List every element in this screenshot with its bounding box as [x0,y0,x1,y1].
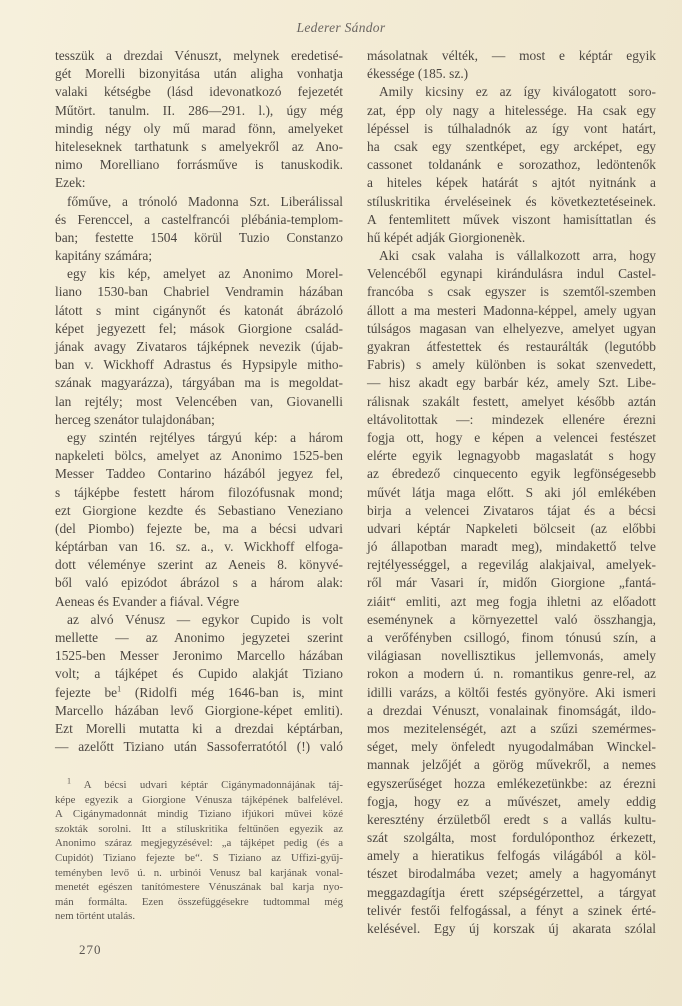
text-line: mellette — az Anonimo jegyzetei szerint [55,630,343,645]
text-line: egyszerűséget hozza emlékezetünkbe: az érezni [367,775,656,791]
text-line: egy szintén rejtélyes tárgyú kép: a három [67,429,343,445]
text-line: liano 1530-ban Chabriel Vendramin házában [55,284,343,300]
text-line: ha csak egy szentképet, egy arcképet, egy [367,138,656,154]
text-line: nimo Morelliano forrásműve is tanuskodik. [55,157,343,173]
text-line: főműve, a trónoló Madonna Szt. Liberálissal [67,193,343,209]
text-line: cassonet toldanánk e sorozathoz, ledöntenők [367,157,656,173]
text-line: a verőfényben csillogó, finom tónusú szín, a [367,630,656,645]
text-line: képtárban van 16. sz. a., v. Wickhoff elfoga- [55,539,343,555]
text-line: a drezdai Vénuszt, vonalainak finomságát, ildo- [367,702,656,718]
text-line: másolatnak vélték, — most e képtár egyik [367,48,656,63]
text-line: szát szolgálta, most fordulóponthoz érkezett, [367,830,656,846]
text-line: kapitány számára; [55,248,153,264]
footnote-line: Anonimo száraz megjegyzésével: „a tájképet pedig (és a [55,837,343,850]
text-line: herceg szenátor tulajdonában; [55,411,215,427]
text-line: eseménynek a környezettel való összhangja, [367,611,656,627]
text-line: birja a velencei Zivataros tájat és a bécsi [367,502,656,518]
text-line: Amily kicsiny ez az így kiválogatott soro- [379,84,656,100]
footnote [55,778,343,924]
footnote-line [55,778,343,793]
text-line: Ezt Morelli mutatta ki a drezdai képtárban, [55,720,343,736]
text-line: ből való epizódot ábrázol s a három alak: [55,575,343,591]
text-line: rálisnak szakált festett, amelyet később aztán [367,393,656,409]
running-header: Lederer Sándor [296,20,386,35]
text-line: túlságos magasan van elhelyezve, amelyet ugyan [367,320,656,336]
text-line: séget, mely önfeledt nyugodalmában Winckel- [367,739,656,755]
text-line: Műtört. tanulm. II. 286—291. l.), úgy még [55,102,343,118]
page-number: 270 [79,942,102,957]
footnote-line: mán formálta. Ezen összefüggésekre tudtommal még [55,895,343,908]
text-line: tészet birodalmába vezet; amely a hagyományt [367,866,656,882]
text-line: és Ferenccel, a castelfrancói plébánia-templom- [55,211,343,227]
text-line: Aki csak valaha is vállalkozott arra, hogy [379,248,656,264]
text-line: mannak jelzőjét a görög művekről, a nemes [367,757,656,773]
text-line: egy kis kép, amelyet az Anonimo Morel- [67,266,343,282]
text-line: rokon a modern ú. n. romantikus genre-rel, az [367,666,656,682]
text-line: Velencéből egynapi kirándulásra indul Castel- [367,266,656,282]
text-line: Fabris) s amely különben is sokat szenvedett, [367,357,656,373]
text-line: lépéssel is túlhaladnók az így vont határt, [367,120,656,136]
text-line [55,684,343,702]
text-line: idilli varázs, a költői festés gyönyöre. Aki ismeri [367,684,656,700]
text-line: ban v. Wickhoff Adrastus és Hypsipyle mitho- [55,357,343,373]
text-line: Messer Taddeo Contarino házából jegyez fel, [55,466,343,482]
text-line: Marcello házában levő Giorgione-képet emliti). [55,702,343,718]
text-line: napkeleti bölcs, amelyet az Anonimo 1525-ben [55,448,343,464]
text-line: udvari képtár Napkeleti bölcseit (az előbbi [367,520,656,536]
text-line: hű képét adják Giorgionenèk. [367,229,526,245]
text-line: Aeneas és Evander a fiával. Végre [55,593,240,609]
text-line: zat, épp oly nagy a hitelessége. Ha csak egy [367,102,656,118]
text-line: ékessége (185. sz.) [367,66,469,82]
footnote-line: menetét egészen tanítómestere Vénuszának bal karja nyo- [55,881,343,894]
text-line: volt; a tájképet és Cupido alakját Tiziano [55,666,343,682]
text-line: fogja ott, hogy e képen a velencei festészet [367,429,656,445]
footnote-line: nem történt utalás. [55,910,136,923]
text-line: az ébredező cinquecento egyik legfönségesebb [367,466,656,482]
text-segment: fejezte be [55,684,118,700]
text-line: keresztény érzületből eredt s a vallás kultu- [367,811,656,827]
text-line: kelésével. Egy új korszak új akarata szólal [367,921,656,936]
text-line: gyakran átfestettek és restaurálták (legutóbb [367,339,656,354]
text-line: rejtélyességgel, a regevilág alakjaival, amelyek- [367,557,656,573]
text-line: képet jegyezett fel; mások Giorgione család- [55,320,343,336]
footnote-marker: 1 [67,776,71,786]
text-line: az alvó Vénusz — egykor Cupido is volt [67,611,343,627]
right-column [367,47,656,938]
text-line: francóba s csak egyszer is szemtől-szemben [367,284,656,300]
text-line: jó állapotban maradt meg), mindakettő telve [367,539,656,555]
text-line: — azelőtt Tiziano után Sassoferratótól (!) való [55,739,343,755]
text-line: látott s mint cigánynőt és katonát ábrázoló [55,302,343,318]
text-line: eltávolitottak —: mindezek ellenére érezni [367,411,656,427]
text-line: ziáit“ emliti, azt meg fogja ihletni az előadott [367,593,656,609]
text-segment: (Ridolfi még 1646-ban is, mint [121,684,343,700]
text-line: valaki kétségbe (lásd idevonatkozó fejezetét [55,84,343,100]
text-line: 1525-ben Messer Jeronimo Marcello házában [55,648,343,664]
text-line: jának avagy Zivataros tájképnek nevezik (újab- [55,339,343,354]
text-line: meggazdagítja érett szépségérzettel, a tárgyat [367,884,656,900]
text-line: stíluskritika érveléseinek és következtetéseinek. [367,193,656,209]
footnote-line: Cupidót) Tiziano fejezte be“. S Tiziano az Uffizi-gyűj- [55,851,343,864]
text-line: gét Morelli bizonyitása után aligha vonhatja [55,66,343,82]
footnote-line: képe egyezik a Giorgione Vénusza tájképének balfelével. [55,793,343,806]
footnote-text: A bécsi udvari képtár Cigánymadonnájának táj- [71,779,343,791]
text-line: állott a ma mesteri Madonna-képpel, amely ugyan [367,302,656,318]
text-line: ről már Vasari ír, midőn Giorgione „fantá- [367,575,656,591]
text-line: mos mezitelenségét, azt a szűzi szemérmes- [367,720,656,736]
text-line: A fentemlitett művek viszont hamisíttatlan és [367,211,656,227]
text-line: (del Piombo) fejezte be, ma a bécsi udvari [55,520,343,536]
text-line: ban; festette 1504 körül Tuzio Constanzo [55,229,343,245]
text-line: lan rejtély; most Velencében van, Giovanelli [55,393,343,409]
text-line: amely a hieratikus felfogás világából a köl- [367,848,656,864]
text-line: mindig négy oly mű marad fönn, amelyeket [55,120,343,136]
footnote-reference[interactable]: 1 [117,684,122,694]
text-line: — hisz akadt egy barbár kéz, amely Szt. Libe- [367,375,656,391]
text-line: művét látja maga előtt. S aki jól emlékében [367,484,656,500]
text-line: ezt Giorgione kezdte és Sebastiano Veneziano [55,502,343,518]
footnote-line: teményben levő ú. n. urbinói Venusz bal karjának vonal- [55,866,343,879]
text-line: tesszük a drezdai Vénuszt, melynek eredetisé- [55,48,343,63]
footnote-line: A Cigánymadonnát mindig Tiziano ifjúkori művei közé [55,808,343,821]
text-line: dott véleménye szerint az Aeneis 8. könyvé- [55,557,343,573]
text-line: fogja, hogy ez a művészet, amely eddig [367,793,656,809]
text-line: s tájképbe festett három filozófusnak mond; [55,484,343,500]
text-line: Ezek: [55,175,86,191]
text-line: világiasan novellisztikus jellemvonás, amely [367,648,656,664]
footnote-line: szokták sorolni. Itt a stíluskritika feltűnően egyezik az [55,822,343,835]
text-line: elérte egyik legnagyobb magaslatát s hogy [367,448,656,464]
text-line: a hiteles képek határát s ajtót nyitnánk a [367,175,656,191]
text-line: telivér festői felfogással, a fényt a szinek érté- [367,902,656,918]
text-line: szának magyarázza), tárgyában ma is megoldat- [55,375,343,391]
text-line: hiteleseknek tarthatunk s amelyekről az Ano- [55,138,343,154]
left-column [55,47,343,756]
